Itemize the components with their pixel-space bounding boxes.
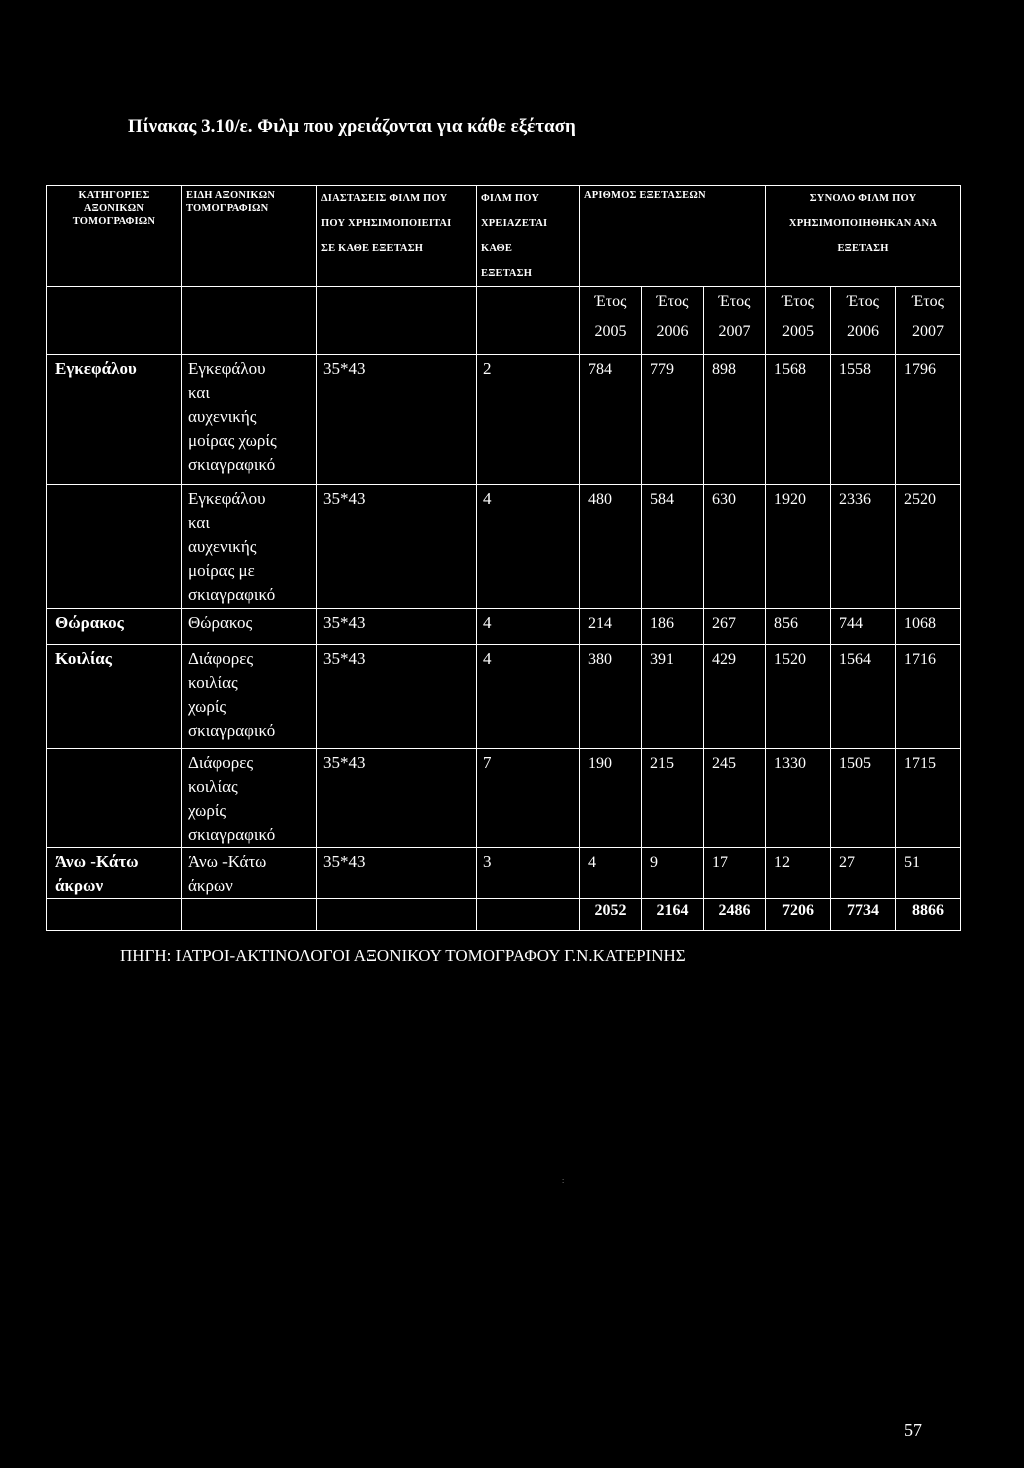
year-header bbox=[580, 287, 642, 355]
year-row-empty-1 bbox=[47, 287, 182, 355]
row-value: 1568 bbox=[766, 355, 831, 485]
table-row bbox=[47, 355, 961, 485]
row-value: 429 bbox=[704, 645, 766, 749]
row-value: 1068 bbox=[896, 609, 961, 645]
row-value: 1564 bbox=[831, 645, 896, 749]
row-value: 630 bbox=[704, 485, 766, 609]
row-value: 245 bbox=[704, 749, 766, 848]
totals-empty-2 bbox=[182, 899, 317, 931]
row-value: 214 bbox=[580, 609, 642, 645]
year-value: 2005 bbox=[594, 323, 627, 340]
row-category: Θώρακος bbox=[47, 609, 182, 645]
row-category: Κοιλίας bbox=[47, 645, 182, 749]
row-value: 1920 bbox=[766, 485, 831, 609]
year-value: 2007 bbox=[718, 323, 751, 340]
year-label: Έτος bbox=[782, 293, 814, 310]
totals-empty-1 bbox=[47, 899, 182, 931]
row-value: 2336 bbox=[831, 485, 896, 609]
header-row bbox=[47, 186, 961, 287]
year-label: Έτος bbox=[656, 293, 689, 310]
row-dimensions: 35*43 bbox=[317, 485, 477, 609]
total-value: 2486 bbox=[704, 899, 766, 931]
total-value: 7734 bbox=[831, 899, 896, 931]
year-label: Έτος bbox=[847, 293, 879, 310]
table-caption: Πίνακας 3.10/ε. Φιλμ που χρειάζονται για κάθε εξέταση bbox=[128, 116, 576, 137]
row-dimensions: 35*43 bbox=[317, 749, 477, 848]
year-value: 2006 bbox=[847, 323, 880, 340]
row-films: 3 bbox=[477, 848, 580, 899]
row-value: 779 bbox=[642, 355, 704, 485]
row-value: 186 bbox=[642, 609, 704, 645]
row-value: 51 bbox=[896, 848, 961, 899]
row-value: 267 bbox=[704, 609, 766, 645]
row-value: 1330 bbox=[766, 749, 831, 848]
row-value: 9 bbox=[642, 848, 704, 899]
year-header bbox=[831, 287, 896, 355]
year-value: 2006 bbox=[656, 323, 689, 340]
row-dimensions: 35*43 bbox=[317, 645, 477, 749]
row-films: 4 bbox=[477, 609, 580, 645]
row-type: Διάφορες κοιλίας χωρίς σκιαγραφικό bbox=[182, 749, 317, 848]
row-dimensions: 35*43 bbox=[317, 355, 477, 485]
header-dimensions-line1: ΔΙΑΣΤΑΣΕΙΣ ΦΙΛΜ ΠΟΥ ΠΟΥ ΧΡΗΣΙΜΟΠΟΙΕΙΤΑΙ bbox=[321, 193, 452, 229]
row-value: 898 bbox=[704, 355, 766, 485]
total-value: 2164 bbox=[642, 899, 704, 931]
year-value: 2007 bbox=[912, 323, 945, 340]
row-value: 856 bbox=[766, 609, 831, 645]
row-value: 480 bbox=[580, 485, 642, 609]
row-category: Εγκεφάλου bbox=[47, 355, 182, 485]
row-category bbox=[47, 749, 182, 848]
totals-empty-3 bbox=[317, 899, 477, 931]
row-category bbox=[47, 485, 182, 609]
page-number: 57 bbox=[904, 1420, 922, 1440]
row-type: Θώρακος bbox=[182, 609, 317, 645]
total-value: 8866 bbox=[896, 899, 961, 931]
year-label: Έτος bbox=[718, 293, 751, 310]
row-value: 4 bbox=[580, 848, 642, 899]
header-exam-count: ΑΡΙΘΜΟΣ ΕΞΕΤΑΣΕΩΝ bbox=[580, 186, 766, 287]
header-total-films: ΣΥΝΟΛΟ ΦΙΛΜ ΠΟΥ ΧΡΗΣΙΜΟΠΟΙΗΘΗΚΑΝ ΑΝΑ ΕΞΕΤΑΣΗ bbox=[766, 186, 961, 287]
row-value: 380 bbox=[580, 645, 642, 749]
row-value: 1716 bbox=[896, 645, 961, 749]
row-films: 4 bbox=[477, 645, 580, 749]
row-value: 12 bbox=[766, 848, 831, 899]
row-value: 1558 bbox=[831, 355, 896, 485]
header-films-needed-line1: ΦΙΛΜ ΠΟΥ ΧΡΕΙΑΖΕΤΑΙ ΚΑΘΕ bbox=[481, 193, 548, 254]
row-value: 1796 bbox=[896, 355, 961, 485]
year-value: 2005 bbox=[782, 323, 815, 340]
header-categories: ΚΑΤΗΓΟΡΙΕΣ ΑΞΟΝΙΚΩΝ ΤΟΜΟΓΡΑΦΙΩΝ bbox=[47, 186, 182, 287]
year-row-empty-4 bbox=[477, 287, 580, 355]
table-row bbox=[47, 848, 961, 899]
row-value: 215 bbox=[642, 749, 704, 848]
header-dimensions bbox=[317, 186, 477, 287]
header-dimensions-line2: ΣΕ ΚΑΘΕ ΕΞΕΤΑΣΗ bbox=[321, 243, 424, 254]
source-note: ΠΗΓΗ: ΙΑΤΡΟΙ-ΑΚΤΙΝΟΛΟΓΟΙ ΑΞΟΝΙΚΟΥ ΤΟΜΟΓΡΑΦΟΥ Γ.Ν.ΚΑΤΕΡΙΝΗΣ bbox=[120, 946, 686, 965]
row-type: Εγκεφάλου και αυχενικής μοίρας χωρίς σκιαγραφικό bbox=[182, 355, 317, 485]
total-value: 2052 bbox=[580, 899, 642, 931]
year-header bbox=[704, 287, 766, 355]
total-value: 7206 bbox=[766, 899, 831, 931]
scan-mark: : bbox=[562, 1176, 565, 1185]
row-value: 2520 bbox=[896, 485, 961, 609]
year-label: Έτος bbox=[594, 293, 627, 310]
row-value: 391 bbox=[642, 645, 704, 749]
table-row bbox=[47, 485, 961, 609]
row-value: 584 bbox=[642, 485, 704, 609]
row-value: 190 bbox=[580, 749, 642, 848]
header-films-needed bbox=[477, 186, 580, 287]
year-row bbox=[47, 287, 961, 355]
totals-row bbox=[47, 899, 961, 931]
row-dimensions: 35*43 bbox=[317, 609, 477, 645]
year-header bbox=[766, 287, 831, 355]
row-value: 17 bbox=[704, 848, 766, 899]
row-value: 1715 bbox=[896, 749, 961, 848]
row-type: Άνω -Κάτω άκρων bbox=[182, 848, 317, 899]
year-row-empty-2 bbox=[182, 287, 317, 355]
row-value: 1505 bbox=[831, 749, 896, 848]
year-label: Έτος bbox=[912, 293, 944, 310]
row-type: Εγκεφάλου και αυχενικής μοίρας με σκιαγραφικό bbox=[182, 485, 317, 609]
row-value: 784 bbox=[580, 355, 642, 485]
films-table bbox=[46, 185, 961, 931]
row-films: 7 bbox=[477, 749, 580, 848]
table-row bbox=[47, 749, 961, 848]
year-header bbox=[642, 287, 704, 355]
row-category: Άνω -Κάτω άκρων bbox=[47, 848, 182, 899]
totals-empty-4 bbox=[477, 899, 580, 931]
row-type: Διάφορες κοιλίας χωρίς σκιαγραφικό bbox=[182, 645, 317, 749]
row-films: 4 bbox=[477, 485, 580, 609]
row-value: 27 bbox=[831, 848, 896, 899]
row-value: 744 bbox=[831, 609, 896, 645]
header-films-needed-line2: ΕΞΕΤΑΣΗ bbox=[481, 268, 533, 279]
row-films: 2 bbox=[477, 355, 580, 485]
year-header bbox=[896, 287, 961, 355]
table-row bbox=[47, 645, 961, 749]
row-dimensions: 35*43 bbox=[317, 848, 477, 899]
year-row-empty-3 bbox=[317, 287, 477, 355]
header-types: ΕΙΔΗ ΑΞΟΝΙΚΩΝ ΤΟΜΟΓΡΑΦΙΩΝ bbox=[182, 186, 317, 287]
table-row bbox=[47, 609, 961, 645]
row-value: 1520 bbox=[766, 645, 831, 749]
